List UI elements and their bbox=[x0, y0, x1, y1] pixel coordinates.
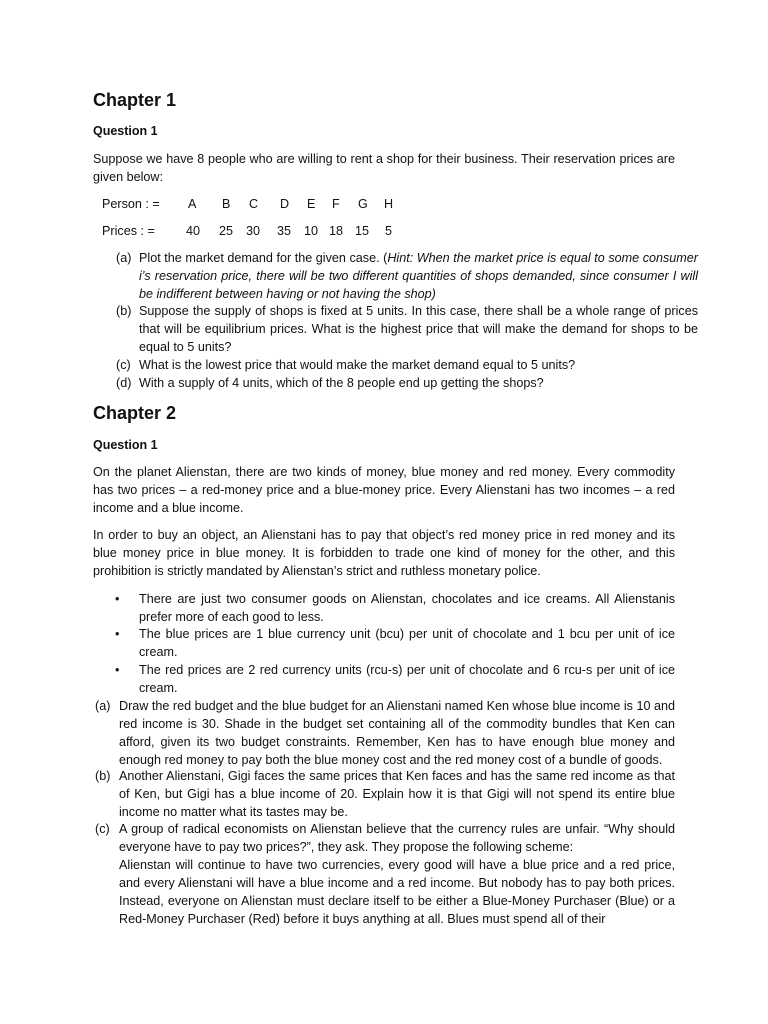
price-cell: 5 bbox=[385, 224, 393, 238]
chapter-2-para-1: On the planet Alienstan, there are two kinds of money, blue money and red money. Every commodity has two prices – a red-money price and a blue-money price. Every Alienstani has two incomes – a red income and a blue income. bbox=[93, 465, 675, 515]
price-cell: 10 bbox=[304, 224, 319, 238]
person-label: Person : = bbox=[102, 197, 160, 211]
prices-label: Prices : = bbox=[102, 224, 155, 238]
price-cell: 35 bbox=[277, 224, 292, 238]
chapter-2-question-title: Question 1 bbox=[93, 438, 158, 452]
person-cell: C bbox=[249, 197, 259, 211]
chapter-1-intro: Suppose we have 8 people who are willing to rent a shop for their business. Their reservation prices are given below: bbox=[93, 152, 675, 184]
chapter-1-question-title: Question 1 bbox=[93, 124, 158, 138]
person-cell: B bbox=[222, 197, 231, 211]
bullet-icon: • bbox=[115, 663, 120, 677]
person-cell: D bbox=[280, 197, 290, 211]
bullet-icon: • bbox=[115, 627, 120, 641]
chapter-2-title: Chapter 2 bbox=[93, 403, 177, 423]
chapter-1-title: Chapter 1 bbox=[93, 90, 177, 110]
bullet-icon: • bbox=[115, 592, 120, 606]
person-cell: E bbox=[307, 197, 316, 211]
person-cell: H bbox=[384, 197, 394, 211]
price-cell: 25 bbox=[219, 224, 234, 238]
person-cell: G bbox=[358, 197, 368, 211]
price-cell: 15 bbox=[355, 224, 370, 238]
price-cell: 18 bbox=[329, 224, 344, 238]
person-cell: F bbox=[332, 197, 340, 211]
chapter-2-para-2: In order to buy an object, an Alienstani has to pay that object’s red money price in red money and its blue money price in blue money. It is forbidden to trade one kind of money for the other, and this prohibition is strictly mandated by Alienstan’s strict and ruthless monetary police. bbox=[93, 528, 675, 578]
price-cell: 40 bbox=[186, 224, 201, 238]
price-cell: 30 bbox=[246, 224, 261, 238]
person-cell: A bbox=[188, 197, 197, 211]
